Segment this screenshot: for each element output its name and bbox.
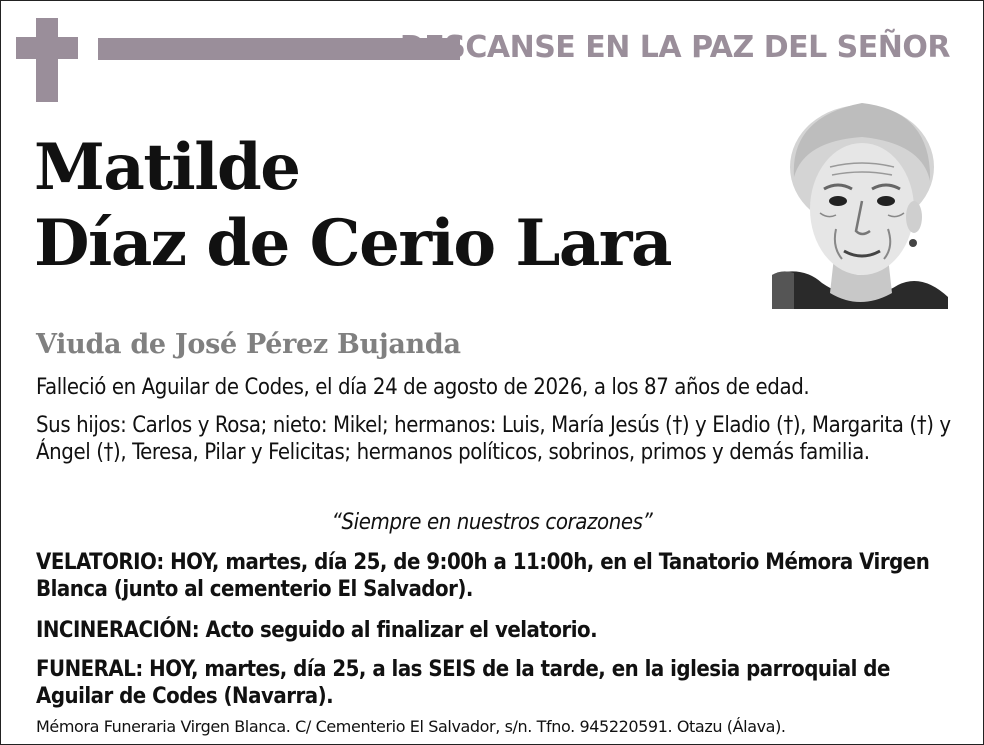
name-line-2: Díaz de Cerio Lara: [34, 206, 671, 281]
portrait-photo: [772, 97, 948, 309]
cross-icon-horizontal: [16, 37, 78, 59]
incineracion-info: INCINERACIÓN: Acto seguido al finalizar el velatorio.: [36, 618, 598, 643]
widow-of: Viuda de José Pérez Bujanda: [36, 329, 461, 360]
name-line-1: Matilde: [34, 130, 300, 205]
funeral-home-footer: Mémora Funeraria Virgen Blanca. C/ Cementerio El Salvador, s/n. Tfno. 945220591. Otazu (Álava).: [36, 717, 786, 736]
family-list: Sus hijos: Carlos y Rosa; nieto: Mikel; hermanos: Luis, María Jesús (†) y Eladio (†), Margarita (†) y Ángel (†), Teresa, Pilar y Felicitas; hermanos políticos, sobrinos, primos y demás familia.: [36, 413, 951, 465]
deceased-name: [34, 130, 671, 282]
death-notice: Falleció en Aguilar de Codes, el día 24 de agosto de 2026, a los 87 años de edad.: [36, 375, 810, 400]
cross-icon-vertical: [36, 18, 58, 102]
velatorio-info: VELATORIO: HOY, martes, día 25, de 9:00h a 11:00h, en el Tanatorio Mémora Virgen Blanca (junto al cementerio El Salvador).: [36, 550, 930, 602]
funeral-info: FUNERAL: HOY, martes, día 25, a las SEIS de la tarde, en la iglesia parroquial de Aguilar de Codes (Navarra).: [36, 657, 890, 709]
memorial-quote: “Siempre en nuestros corazones”: [331, 510, 653, 535]
banner-text: DESCANSE EN LA PAZ DEL SEÑOR: [399, 30, 950, 65]
